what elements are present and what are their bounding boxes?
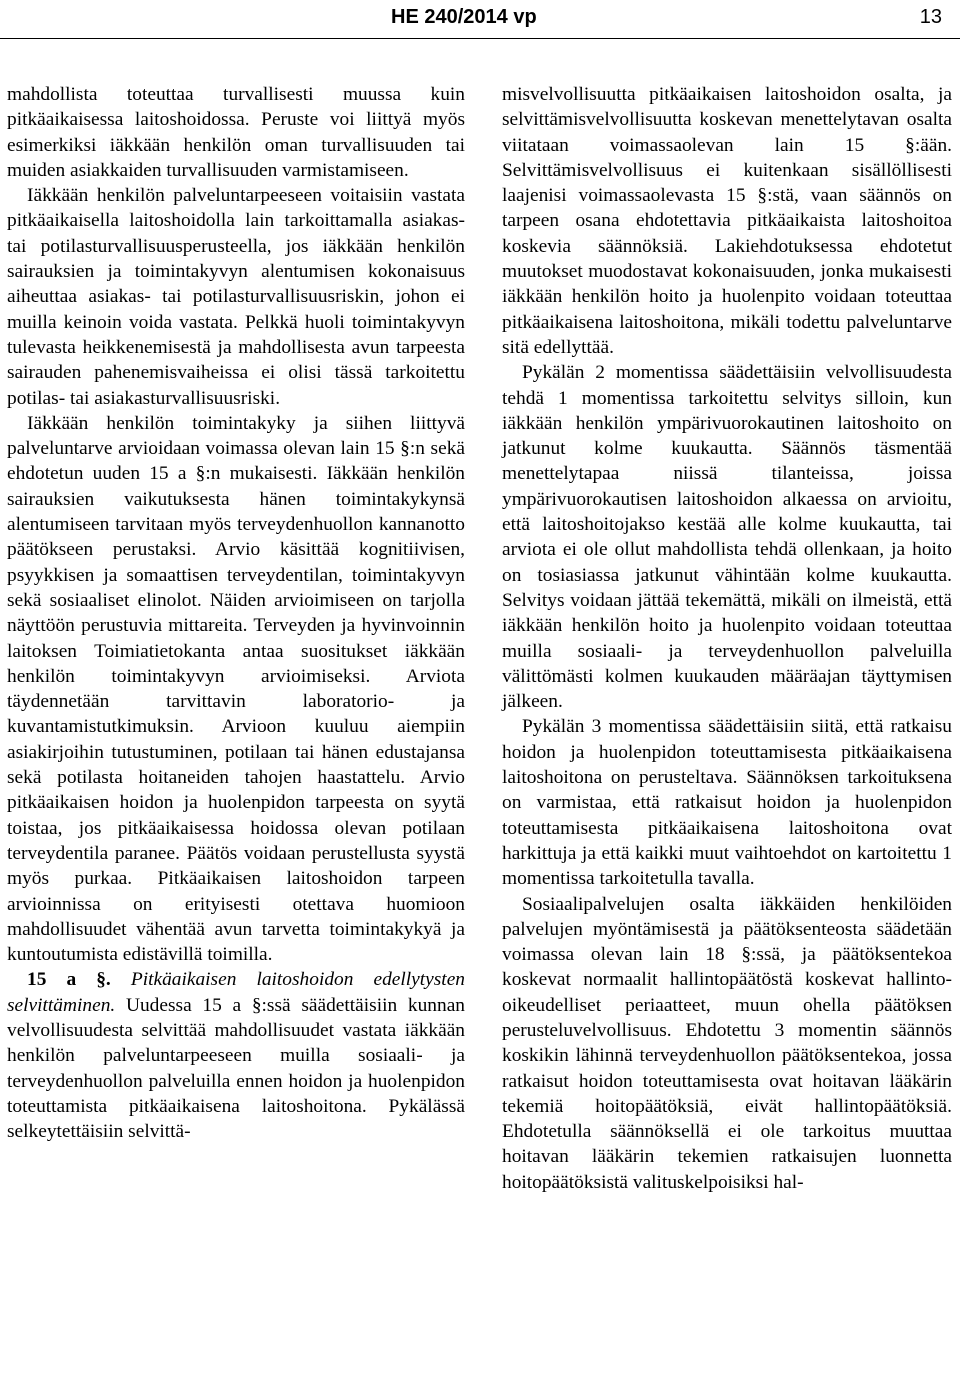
page-header: [0, 4, 960, 30]
header-rule: [0, 38, 960, 39]
section-text: Uudessa 15 a §:ssä säädettäisiin kunnan velvollisuudesta selvittää mahdollisuudet vastata iäkkään henkilön palveluntarpeeseen muilla sosiaali- ja terveydenhuollon palveluilla ennen hoidon ja huolenpidon toteuttamista pitkäaikaisena laitoshoitona. Pykälässä selkeytettäisiin selvittä-: [7, 994, 465, 1143]
section-title: Pitkäaikaisen laitoshoidon edellytysten selvittäminen.: [7, 969, 465, 1016]
paragraph: Pykälän 2 momentissa säädettäisiin velvollisuudesta tehdä 1 momentissa tarkoitettu selvitys silloin, kun iäkkään henkilön ympärivuorokautinen laitoshoito on jatkunut kolme kuukautta. Säännös täsmentää menettelytapaa niissä tilanteissa, joissa ympärivuorokautisen laitoshoidon alkaessa on arvioitu, että laitoshoitojakso kestää alle kolme kuukautta, tai arviota ei ole ollut mahdollista tehdä ollenkaan, ja hoito on tosiasiassa jatkunut vähintään kolme kuukautta. Selvitys voidaan jättää tekemättä, mikäli on ilmeistä, että iäkkään henkilön hoito ja huolenpito voidaan toteuttaa muilla sosiaali- ja terveydenhuollon palveluilla välittömästi kolmen kuukauden määräajan täyttymisen jälkeen.: [502, 362, 952, 713]
section-number: 15 a §.: [27, 969, 111, 991]
paragraph: Pykälän 3 momentissa säädettäisiin siitä, että ratkaisu hoidon ja huolenpidon toteuttamisesta pitkäaikaisena laitoshoitona on perusteltava. Säännöksen tarkoituksena on varmistaa, että ratkaisut hoidon ja huolenpidon toteuttamisesta pitkäaikaisena laitoshoitona ovat harkittuja ja että kaikki muut vaihtoehdot on kartoitettu 1 momentissa tarkoitetulla tavalla.: [502, 716, 952, 890]
paragraph: misvelvollisuutta pitkäaikaisen laitoshoidon osalta, ja selvittämisvelvollisuutta koskevan menettelytavan osalta viitataan voimassaolevan lain 15 §:ään. Selvittämisvelvollisuus ei kuitenkaan sisällöllisesti laajenisi voimassaolevasta 15 §:stä, vaan säännös on tarpeen osana ehdotettavia pitkäaikaista laitoshoitoa koskevia säännöksiä. Lakiehdotuksessa ehdotetut muutokset muodostavat kokonaisuuden, jonka mukaisesti iäkkään henkilön hoito ja huolenpito voidaan toteuttaa pitkäaikaisena laitoshoitona, mikäli todettu palveluntarve sitä edellyttää.: [502, 84, 952, 358]
section-paragraph: [7, 967, 465, 1144]
right-text-column: [502, 82, 952, 1195]
paragraph: Sosiaalipalvelujen osalta iäkkäiden henkilöiden palvelujen myöntämisestä ja päätöksenteosta säädetään voimassa olevan lain 18 §:ssä, ja päätöksentekoa koskevat normaalit hallintopäätöstä koskevat hallinto-oikeudelliset periaatteet, muun ohella päätöksen perusteluvelvollisuus. Ehdotettu 3 momentin säännös koskikin lähinnä terveydenhuollon päätöksentekoa, jossa ratkaisut hoidon toteuttamisesta ovat hoitavan lääkärin tekemiä hoitopäätöksiä, eivät hallintopäätöksiä. Ehdotetulla säännöksellä ei ole tarkoitus muuttaa hoitavan lääkärin tekemien ratkaisujen luonnetta hoitopäätöksistä valituskelpoisiksi hal-: [502, 893, 952, 1193]
paragraph: Iäkkään henkilön palveluntarpeeseen voitaisiin vastata pitkäaikaisella laitoshoidolla lain tarkoittamalla asiakas- tai potilasturvallisuusperusteella, jos iäkkään henkilön sairauksien ja toimintakyvyn alentumisen kokonaisuus aiheuttaa asiakas- tai potilasturvallisuusriskin, johon ei muilla keinoin voida vastata. Pelkkä huoli toimintakyvyn tulevasta heikkenemisestä ja mahdollisesta avun tarpeesta sairauden pahenemisvaiheissa ei olisi tässä tarkoitettu potilas- tai asiakasturvallisuusriski.: [7, 185, 465, 409]
paragraph: Iäkkään henkilön toimintakyky ja siihen liittyvä palveluntarve arvioidaan voimassa olevan lain 15 §:n sekä ehdotetun uuden 15 a §:n mukaisesti. Iäkkään henkilön sairauksien vaikutuksesta hänen toimintakykynsä alentumiseen tarvitaan myös terveydenhuollon kannanotto päätökseen perustaksi. Arvio käsittää kognitiivisen, psyykkisen ja somaattisen terveydentilan, toimintakyvyn sekä sosiaaliset elinolot. Näiden arvioimiseen on tarjolla näyttöön perustuvia mittareita. Terveyden ja hyvinvoinnin laitoksen Toimiatietokanta antaa suositukset iäkkään henkilön toimintakyvyn arvioimiseksi. Arviota täydennetään tarvittavin laboratorio- ja kuvantamistutkimuksin. Arvioon kuuluu aiempiin asiakirjoihin tutustuminen, potilaan tai hänen edustajansa sekä potilasta hoitaneiden tahojen haastattelu. Arvio pitkäaikaisen hoidon ja huolenpidon tarpeesta on syytä toistaa, jos pitkäaikaisessa hoidossa olevan potilaan terveydentila paranee. Päätös voidaan perustellusta syystä myös purkaa. Pitkäaikaisen laitoshoidon tarpeen arvioinnissa on erityisesti otettava huomioon mahdollisuudet vähentää avun tarvetta toimintakykyä ja kuntoutumista edistävillä toimilla.: [7, 412, 465, 966]
left-text-column: [7, 82, 465, 1144]
paragraph: mahdollista toteuttaa turvallisesti muussa kuin pitkäaikaisessa laitoshoidossa. Peruste voi liittyä myös esimerkiksi iäkkään henkilön oman turvallisuuden tai muiden asiakkaiden turvallisuuden varmistamiseen.: [7, 84, 465, 181]
document-identifier: HE 240/2014 vp: [391, 6, 537, 28]
page-number: 13: [919, 6, 942, 28]
